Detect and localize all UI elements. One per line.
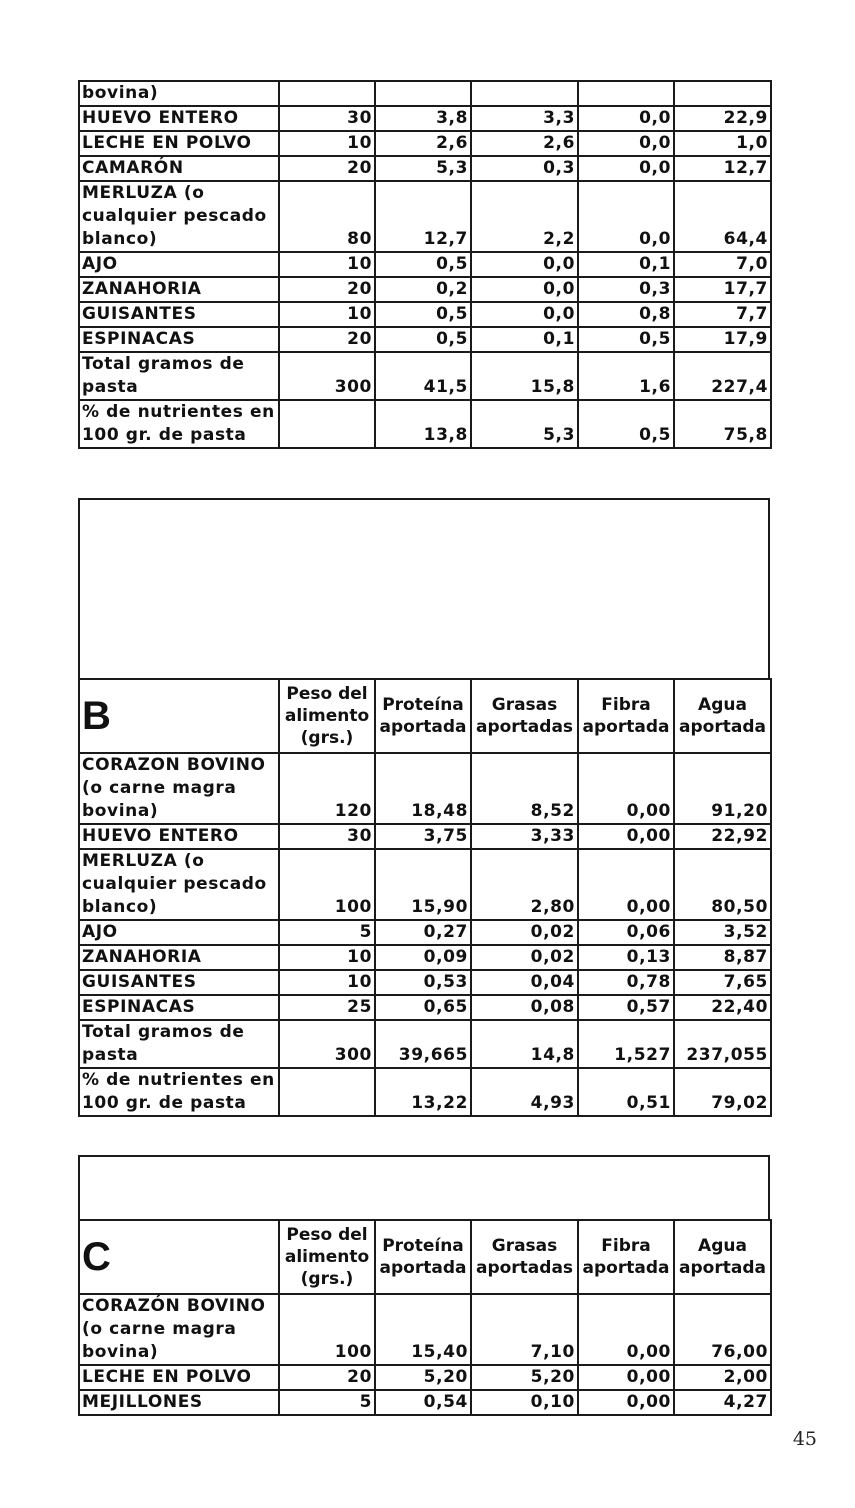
cell-fat: 5,20 bbox=[471, 1365, 578, 1390]
table-row bbox=[79, 970, 771, 995]
table-row bbox=[79, 81, 771, 106]
food-label: CORAZON BOVINO (o carne magra bovina) bbox=[79, 753, 279, 824]
cell-fiber: 0,1 bbox=[578, 252, 674, 277]
food-label: GUISANTES bbox=[79, 970, 279, 995]
cell-water: 7,0 bbox=[674, 252, 771, 277]
cell-fat: 3,3 bbox=[471, 106, 578, 131]
cell-water: 8,87 bbox=[674, 945, 771, 970]
cell-water: 22,40 bbox=[674, 995, 771, 1020]
food-label: CAMARÓN bbox=[79, 156, 279, 181]
cell-protein: 0,5 bbox=[375, 302, 471, 327]
cell-fiber: 0,5 bbox=[578, 327, 674, 352]
cell-water: 7,65 bbox=[674, 970, 771, 995]
cell-protein: 0,5 bbox=[375, 252, 471, 277]
cell-fiber: 0,3 bbox=[578, 277, 674, 302]
food-label: ZANAHORIA bbox=[79, 945, 279, 970]
cell-weight: 120 bbox=[279, 753, 375, 824]
cell-fat: 4,93 bbox=[471, 1068, 578, 1116]
table-row bbox=[79, 302, 771, 327]
cell-weight bbox=[279, 400, 375, 448]
cell-water: 17,9 bbox=[674, 327, 771, 352]
cell-weight: 10 bbox=[279, 302, 375, 327]
header-water: Agua aportada bbox=[674, 1220, 771, 1294]
table-row bbox=[79, 156, 771, 181]
nutrition-table-b bbox=[78, 678, 772, 1117]
cell-water bbox=[674, 81, 771, 106]
food-label: MERLUZA (o cualquier pescado blanco) bbox=[79, 181, 279, 252]
cell-protein: 0,27 bbox=[375, 920, 471, 945]
cell-weight: 20 bbox=[279, 277, 375, 302]
header-water: Agua aportada bbox=[674, 679, 771, 753]
spacer-block-a bbox=[78, 498, 770, 680]
cell-fat: 7,10 bbox=[471, 1294, 578, 1365]
cell-fiber: 0,00 bbox=[578, 1365, 674, 1390]
cell-water: 4,27 bbox=[674, 1390, 771, 1415]
cell-weight: 30 bbox=[279, 824, 375, 849]
cell-water: 1,0 bbox=[674, 131, 771, 156]
cell-water: 79,02 bbox=[674, 1068, 771, 1116]
cell-fat: 0,3 bbox=[471, 156, 578, 181]
cell-water: 76,00 bbox=[674, 1294, 771, 1365]
cell-weight: 10 bbox=[279, 970, 375, 995]
header-weight: Peso del alimento (grs.) bbox=[279, 679, 375, 753]
cell-fat: 0,02 bbox=[471, 945, 578, 970]
nutrition-table-a bbox=[78, 80, 772, 449]
food-label: bovina) bbox=[79, 81, 279, 106]
cell-fat: 8,52 bbox=[471, 753, 578, 824]
table-header-row bbox=[79, 679, 771, 753]
cell-fiber: 0,00 bbox=[578, 824, 674, 849]
food-label: MERLUZA (o cualquier pescado blanco) bbox=[79, 849, 279, 920]
cell-weight: 300 bbox=[279, 352, 375, 400]
cell-protein: 3,8 bbox=[375, 106, 471, 131]
table-row bbox=[79, 400, 771, 448]
table-row bbox=[79, 995, 771, 1020]
cell-protein: 18,48 bbox=[375, 753, 471, 824]
table-row bbox=[79, 1294, 771, 1365]
cell-fiber: 1,527 bbox=[578, 1020, 674, 1068]
cell-fiber: 0,0 bbox=[578, 181, 674, 252]
cell-fat: 0,1 bbox=[471, 327, 578, 352]
cell-protein: 13,22 bbox=[375, 1068, 471, 1116]
cell-water: 22,92 bbox=[674, 824, 771, 849]
cell-fat: 0,0 bbox=[471, 277, 578, 302]
cell-fiber: 0,00 bbox=[578, 1294, 674, 1365]
cell-protein: 0,09 bbox=[375, 945, 471, 970]
cell-water: 64,4 bbox=[674, 181, 771, 252]
cell-fiber: 0,00 bbox=[578, 1390, 674, 1415]
cell-water: 3,52 bbox=[674, 920, 771, 945]
table-row bbox=[79, 753, 771, 824]
cell-water: 7,7 bbox=[674, 302, 771, 327]
cell-fat: 14,8 bbox=[471, 1020, 578, 1068]
food-label: ZANAHORIA bbox=[79, 277, 279, 302]
cell-fat: 0,04 bbox=[471, 970, 578, 995]
cell-fat: 0,02 bbox=[471, 920, 578, 945]
cell-weight: 80 bbox=[279, 181, 375, 252]
cell-fat: 0,0 bbox=[471, 252, 578, 277]
table-row bbox=[79, 352, 771, 400]
food-label: MEJILLONES bbox=[79, 1390, 279, 1415]
cell-fiber: 0,5 bbox=[578, 400, 674, 448]
cell-water: 22,9 bbox=[674, 106, 771, 131]
header-fat: Grasas aportadas bbox=[471, 1220, 578, 1294]
table-row bbox=[79, 1020, 771, 1068]
food-label: % de nutrientes en 100 gr. de pasta bbox=[79, 1068, 279, 1116]
cell-weight bbox=[279, 81, 375, 106]
table-row bbox=[79, 277, 771, 302]
cell-water: 80,50 bbox=[674, 849, 771, 920]
cell-weight: 10 bbox=[279, 252, 375, 277]
food-label: ESPINACAS bbox=[79, 327, 279, 352]
table-header-row bbox=[79, 1220, 771, 1294]
table-row bbox=[79, 181, 771, 252]
cell-fiber: 0,0 bbox=[578, 156, 674, 181]
food-label: AJO bbox=[79, 920, 279, 945]
cell-fiber: 0,00 bbox=[578, 753, 674, 824]
cell-fat: 2,80 bbox=[471, 849, 578, 920]
header-protein: Proteína aportada bbox=[375, 1220, 471, 1294]
table-row bbox=[79, 824, 771, 849]
food-label: LECHE EN POLVO bbox=[79, 1365, 279, 1390]
table-row bbox=[79, 1365, 771, 1390]
cell-protein: 39,665 bbox=[375, 1020, 471, 1068]
table-row bbox=[79, 131, 771, 156]
cell-water: 75,8 bbox=[674, 400, 771, 448]
cell-weight: 30 bbox=[279, 106, 375, 131]
cell-fiber: 0,78 bbox=[578, 970, 674, 995]
header-fat: Grasas aportadas bbox=[471, 679, 578, 753]
cell-water: 17,7 bbox=[674, 277, 771, 302]
cell-weight: 20 bbox=[279, 327, 375, 352]
cell-weight: 5 bbox=[279, 1390, 375, 1415]
spacer-block-b bbox=[78, 1155, 770, 1221]
cell-protein: 5,3 bbox=[375, 156, 471, 181]
cell-fat: 0,0 bbox=[471, 302, 578, 327]
cell-fiber: 1,6 bbox=[578, 352, 674, 400]
cell-protein: 5,20 bbox=[375, 1365, 471, 1390]
cell-fat: 3,33 bbox=[471, 824, 578, 849]
cell-weight: 20 bbox=[279, 156, 375, 181]
food-label: GUISANTES bbox=[79, 302, 279, 327]
cell-weight: 100 bbox=[279, 1294, 375, 1365]
food-label: LECHE EN POLVO bbox=[79, 131, 279, 156]
table-row bbox=[79, 920, 771, 945]
cell-fiber: 0,57 bbox=[578, 995, 674, 1020]
cell-fiber bbox=[578, 81, 674, 106]
section-letter: B bbox=[79, 679, 279, 753]
food-label: Total gramos de pasta bbox=[79, 352, 279, 400]
cell-weight: 20 bbox=[279, 1365, 375, 1390]
table-row bbox=[79, 106, 771, 131]
table-row bbox=[79, 1390, 771, 1415]
cell-weight: 300 bbox=[279, 1020, 375, 1068]
header-weight: Peso del alimento (grs.) bbox=[279, 1220, 375, 1294]
cell-fat: 0,10 bbox=[471, 1390, 578, 1415]
food-label: ESPINACAS bbox=[79, 995, 279, 1020]
food-label: Total gramos de pasta bbox=[79, 1020, 279, 1068]
cell-fat: 2,2 bbox=[471, 181, 578, 252]
nutrition-table-c bbox=[78, 1219, 772, 1416]
cell-fiber: 0,51 bbox=[578, 1068, 674, 1116]
cell-weight: 10 bbox=[279, 945, 375, 970]
cell-fat: 15,8 bbox=[471, 352, 578, 400]
cell-protein bbox=[375, 81, 471, 106]
cell-protein: 0,53 bbox=[375, 970, 471, 995]
cell-weight: 25 bbox=[279, 995, 375, 1020]
header-protein: Proteína aportada bbox=[375, 679, 471, 753]
cell-protein: 13,8 bbox=[375, 400, 471, 448]
cell-weight: 10 bbox=[279, 131, 375, 156]
cell-water: 91,20 bbox=[674, 753, 771, 824]
cell-water: 2,00 bbox=[674, 1365, 771, 1390]
section-letter: C bbox=[79, 1220, 279, 1294]
table-row bbox=[79, 252, 771, 277]
table-row bbox=[79, 945, 771, 970]
cell-protein: 0,5 bbox=[375, 327, 471, 352]
food-label: CORAZÓN BOVINO (o carne magra bovina) bbox=[79, 1294, 279, 1365]
cell-weight: 5 bbox=[279, 920, 375, 945]
cell-fiber: 0,0 bbox=[578, 106, 674, 131]
header-fiber: Fibra aportada bbox=[578, 679, 674, 753]
cell-fat bbox=[471, 81, 578, 106]
table-row bbox=[79, 1068, 771, 1116]
cell-protein: 0,65 bbox=[375, 995, 471, 1020]
cell-water: 12,7 bbox=[674, 156, 771, 181]
cell-protein: 15,40 bbox=[375, 1294, 471, 1365]
food-label: AJO bbox=[79, 252, 279, 277]
cell-fat: 2,6 bbox=[471, 131, 578, 156]
cell-water: 237,055 bbox=[674, 1020, 771, 1068]
cell-protein: 0,54 bbox=[375, 1390, 471, 1415]
cell-fiber: 0,8 bbox=[578, 302, 674, 327]
food-label: HUEVO ENTERO bbox=[79, 824, 279, 849]
header-fiber: Fibra aportada bbox=[578, 1220, 674, 1294]
cell-protein: 3,75 bbox=[375, 824, 471, 849]
cell-weight bbox=[279, 1068, 375, 1116]
food-label: % de nutrientes en 100 gr. de pasta bbox=[79, 400, 279, 448]
cell-water: 227,4 bbox=[674, 352, 771, 400]
cell-fiber: 0,13 bbox=[578, 945, 674, 970]
cell-fat: 5,3 bbox=[471, 400, 578, 448]
cell-fiber: 0,06 bbox=[578, 920, 674, 945]
cell-fiber: 0,00 bbox=[578, 849, 674, 920]
cell-protein: 2,6 bbox=[375, 131, 471, 156]
cell-fiber: 0,0 bbox=[578, 131, 674, 156]
cell-fat: 0,08 bbox=[471, 995, 578, 1020]
cell-weight: 100 bbox=[279, 849, 375, 920]
cell-protein: 41,5 bbox=[375, 352, 471, 400]
cell-protein: 12,7 bbox=[375, 181, 471, 252]
table-row bbox=[79, 849, 771, 920]
table-row bbox=[79, 327, 771, 352]
cell-protein: 0,2 bbox=[375, 277, 471, 302]
food-label: HUEVO ENTERO bbox=[79, 106, 279, 131]
cell-protein: 15,90 bbox=[375, 849, 471, 920]
page-number: 45 bbox=[792, 1428, 817, 1450]
